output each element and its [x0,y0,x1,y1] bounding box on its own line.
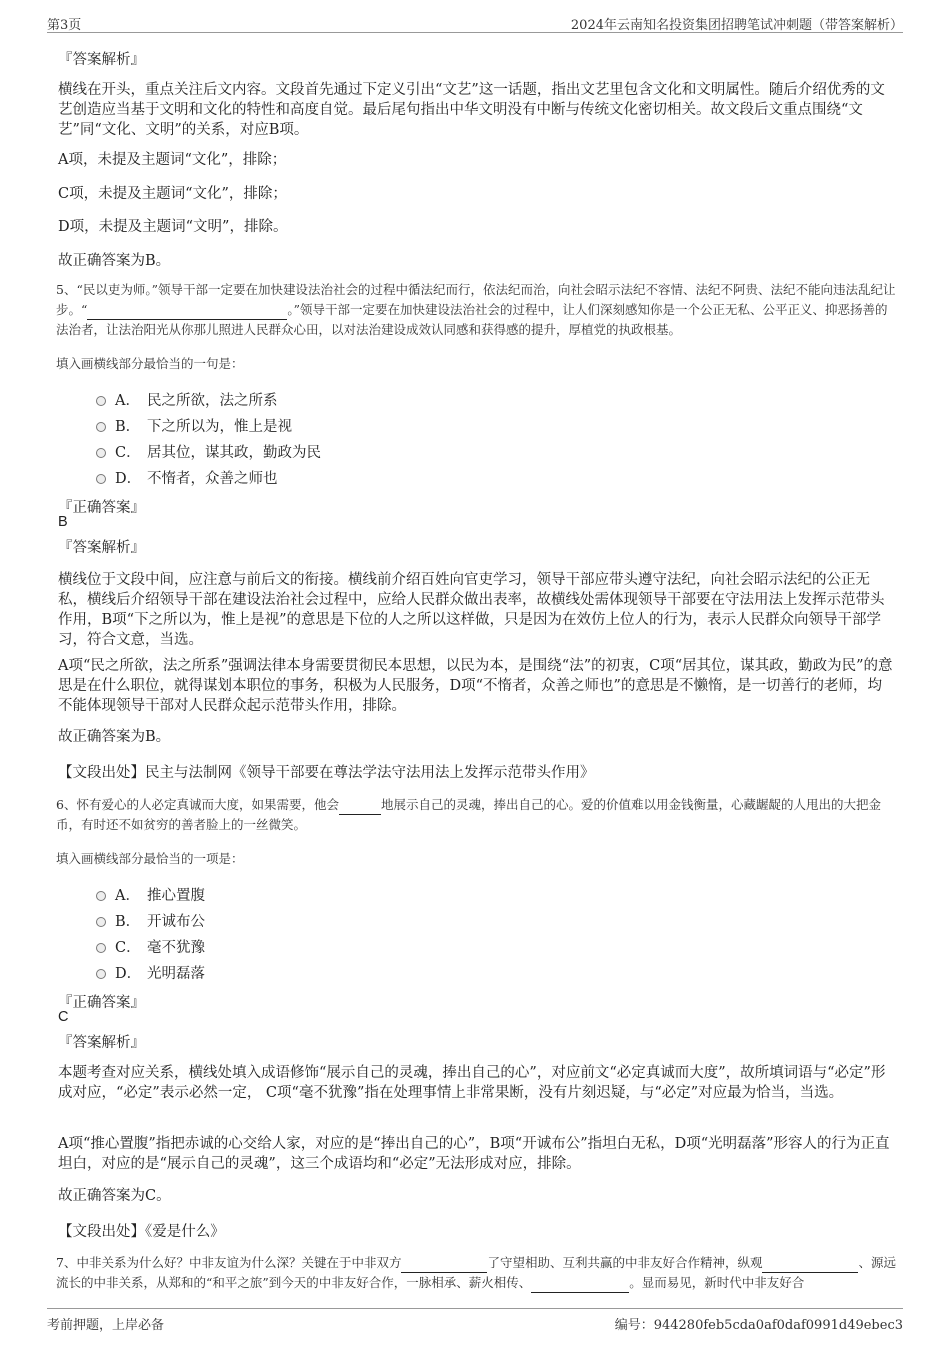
q5-option-d[interactable]: D． 不惰者，众善之师也 [96,467,278,488]
footer-serial: 编号：944280feb5cda0af0daf0991d49ebec3 [614,1318,903,1333]
q5-analysis-1: 横线位于文段中间，应注意与前后文的衔接。横线前介绍百姓向官吏学习，领导干部应带头遵守法纪，向社会昭示法纪的公正无私，横线后介绍领导干部在建设法治社会过程中，应给人民群众做出表率，故横线处需体现领导干部要在守法用法上发挥示范带头作用，B项“下之所以为，惟上是视”的意思是下位的人之所以这样做，只是因为在效仿上位人的行为，表示人民群众向领导干部学习，符合文意，当选。 [58,572,885,648]
q6-analysis-1: 本题考查对应关系，横线处填入成语修饰“展示自己的灵魂，捧出自己的心”，对应前文“必定真诚而大度”，故所填词语与“必定”形成对应，“必定”表示必然一定， C项“毫不犹豫”指在处理事情上非常果断，没有片刻迟疑，与“必定”对应最为恰当，当选。 [58,1065,886,1101]
radio-icon[interactable] [96,969,106,979]
q6-source: 【文段出处】《爱是什么》 [58,1224,225,1240]
q5-analysis-tag: 『答案解析』 [58,540,145,556]
q7-stem: 7、中非关系为什么好？中非友谊为什么深？关键在于中非双方 了守望相助、互利共赢的中非友好合作精神，纵观 、源远流长的中非关系，从郑和的“和平之旅”到今天的中非友好合作，一脉相承、薪火相传、 。显而易见，新时代中非友好合 [56,1253,896,1293]
q6-conclusion: 故正确答案为C。 [58,1188,171,1204]
q6-prompt: 填入画横线部分最恰当的一项是： [56,851,244,866]
radio-icon[interactable] [96,891,106,901]
q4-analysis-tag: 『答案解析』 [58,52,145,68]
radio-icon[interactable] [96,396,106,406]
q5-source: 【文段出处】民主与法制网《领导干部要在尊法学法守法用法上发挥示范带头作用》 [58,765,595,781]
footer-slogan: 考前押题，上岸必备 [47,1318,165,1333]
q6-blank [339,801,381,815]
q7-blank-3 [531,1279,629,1293]
q6-analysis-tag: 『答案解析』 [58,1035,145,1051]
q5-prompt: 填入画横线部分最恰当的一句是： [56,356,244,371]
q6-option-d[interactable]: D． 光明磊落 [96,962,205,983]
q4-analysis: 横线在开头，重点关注后文内容。文段首先通过下定义引出“文艺”这一话题，指出文艺里包含文化和文明属性。随后介绍优秀的文艺创造应当基于文明和文化的特性和高度自觉。最后尾句指出中华文明没有中断与传统文化密切相关。故文段后文重点围绕“文艺”同“文化、文明”的关系，对应B项。 [58,82,885,138]
q5-conclusion: 故正确答案为B。 [58,729,171,745]
q4-option-d-note: D项，未提及主题词“文明”，排除。 [58,219,288,235]
radio-icon[interactable] [96,448,106,458]
radio-icon[interactable] [96,474,106,484]
document-title: 2024年云南知名投资集团招聘笔试冲刺题（带答案解析） [570,18,903,33]
q6-analysis-2: A项“推心置腹”指把赤诚的心交给人家，对应的是“捧出自己的心”，B项“开诚布公”指坦白无私，D项“光明磊落”形容人的行为正直坦白，对应的是“展示自己的灵魂”，这三个成语均和“必定”无法形成对应，排除。 [58,1136,890,1172]
q7-blank-2 [762,1259,858,1273]
q5-option-c[interactable]: C． 居其位，谋其政，勤政为民 [96,441,321,462]
q5-option-b[interactable]: B． 下之所以为，惟上是视 [96,415,292,436]
q5-stem: 5、“民以吏为师。”领导干部一定要在加快建设法治社会的过程中循法纪而行，依法纪而治，向社会昭示法纪不容情、法纪不阿贵、法纪不能向违法乱纪让步。“ 。”领导干部一定要在加快建设法治社会的过程中，让人们深刻感知你是一个公正无私、公平正义、抑恶扬善的法治者，让法治阳光从你那儿照进人民群众心田，以对法治建设成效认同感和获得感的提升，厚植党的执政根基。 [56,282,896,337]
radio-icon[interactable] [96,917,106,927]
q6-option-a[interactable]: A． 推心置腹 [96,884,205,905]
q5-blank [87,306,287,320]
q4-option-c-note: C项，未提及主题词“文化”，排除； [58,186,287,202]
q5-option-a[interactable]: A． 民之所欲，法之所系 [96,389,278,410]
radio-icon[interactable] [96,422,106,432]
q5-analysis-2: A项“民之所欲，法之所系”强调法律本身需要贯彻民本思想，以民为本，是围绕“法”的初衷，C项“居其位，谋其政，勤政为民”的意思是在什么职位，就得谋划本职位的事务，积极为人民服务，D项“不惰者，众善之师也”的意思是不懒惰，是一切善行的老师，均不能体现领导干部对人民群众起示范带头作用，排除。 [58,658,893,714]
q5-answer: B [58,514,68,530]
q4-option-a-note: A项，未提及主题词“文化”，排除； [58,152,287,168]
q6-option-b[interactable]: B． 开诚布公 [96,910,205,931]
page-header [47,12,903,33]
radio-icon[interactable] [96,943,106,953]
page-footer [47,1308,903,1335]
q6-stem: 6、怀有爱心的人必定真诚而大度，如果需要，他会 地展示自己的灵魂，捧出自己的心。爱的价值难以用金钱衡量，心藏龌龊的人甩出的大把金币，有时还不如贫穷的善者脸上的一丝微笑。 [56,797,881,832]
q6-answer-tag: 『正确答案』 [58,995,145,1011]
q6-answer: C [58,1009,69,1025]
q6-option-c[interactable]: C． 毫不犹豫 [96,936,205,957]
q4-conclusion: 故正确答案为B。 [58,253,171,269]
page-number: 第3页 [47,18,82,33]
q5-answer-tag: 『正确答案』 [58,500,145,516]
q7-blank-1 [401,1259,487,1273]
